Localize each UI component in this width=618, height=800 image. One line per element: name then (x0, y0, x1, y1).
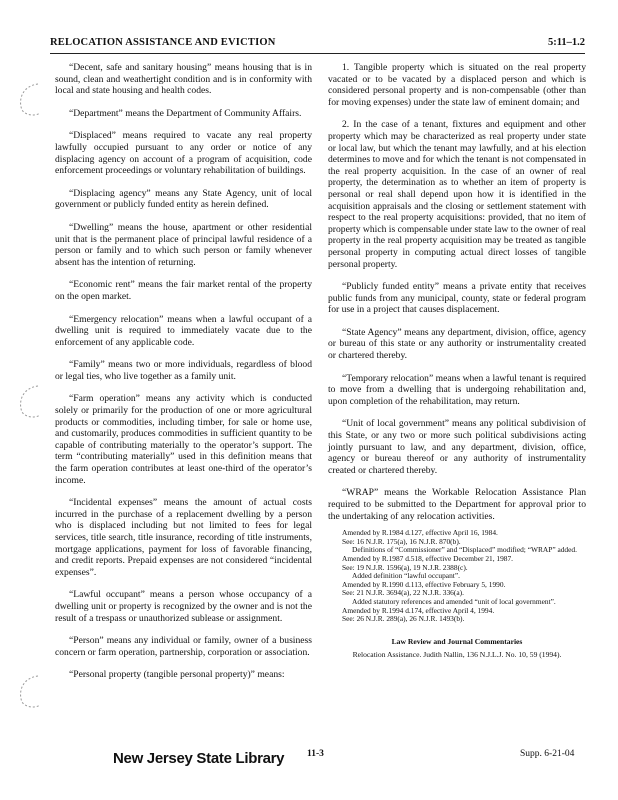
punch-hole-middle (14, 382, 44, 420)
history-note: Amended by R.1990 d.113, effective February 5, 1990. (342, 579, 506, 589)
definition-paragraph: “Displacing agency” means any State Agency, unit of local government or publicly funded entity as herein defined. (55, 187, 312, 211)
definition-paragraph: “Incidental expenses” means the amount of actual costs incurred in the purchase of a replacement dwelling by a person who is displaced including but not limited to fees for legal services, title search, title insurance, recording of title instruments, mortgage applications, payment for loss of favorable financing, and credit reports. Prepaid expenses are not considered “incidental expenses”. (55, 497, 312, 578)
history-note: See: 26 N.J.R. 289(a), 26 N.J.R. 1493(b). (342, 614, 465, 624)
history-note: Amended by R.1984 d.127, effective April 16, 1984. (342, 528, 498, 538)
history-note: See: 21 N.J.R. 3694(a), 22 N.J.R. 336(a). (342, 588, 464, 598)
definition-paragraph: “Displaced” means required to vacate any real property lawfully occupied pursuant to any order or notice of any displacing agency on account of a program of acquisition, code enforcement proceedings or voluntary rehabilitation of buildings. (55, 130, 312, 177)
history-note: Added statutory references and amended “unit of local government”. (352, 596, 556, 606)
history-note: Amended by R.1994 d.174, effective April 4, 1994. (342, 605, 495, 615)
law-review-entry: Relocation Assistance. Judith Nallin, 136 N.J.L.J. No. 10, 59 (1994). (352, 650, 562, 660)
running-header (50, 37, 585, 54)
library-stamp: New Jersey State Library (113, 750, 285, 767)
section-number: 5:11–1.2 (547, 37, 585, 48)
definition-paragraph: “Decent, safe and sanitary housing” means housing that is in sound, clean and weathertight condition and is in conformity with local and state housing and health codes. (55, 62, 312, 97)
definition-paragraph: “Economic rent” means the fair market rental of the property on the open market. (55, 279, 312, 302)
definition-paragraph: “Unit of local government” means any political subdivision of this State, or any two or more such political subdivisions acting jointly pursuant to law, and any department, division, office, agency or bureau thereof or any authority of instrumentality created or chartered thereby. (328, 418, 586, 476)
header-title: RELOCATION ASSISTANCE AND EVICTION (50, 37, 276, 48)
history-note: Definitions of “Commissioner” and “Displaced” modified; “WRAP” added. (352, 545, 577, 555)
page-number: 11-3 (307, 749, 324, 759)
law-review-heading: Law Review and Journal Commentaries (391, 636, 523, 646)
definition-paragraph: “Publicly funded entity” means a private entity that receives public funds from any municipal, county, state or federal program for use in a project that causes displacement. (328, 281, 586, 316)
history-note: See: 19 N.J.R. 1596(a), 19 N.J.R. 2388(c). (342, 562, 468, 572)
history-notes (328, 529, 586, 624)
definition-paragraph: “Family” means two or more individuals, regardless of blood or legal ties, who live together as a family unit. (55, 359, 312, 382)
definition-paragraph: “Personal property (tangible personal property)” means: (69, 669, 285, 681)
definition-paragraph: “Department” means the Department of Community Affairs. (69, 107, 302, 119)
definition-paragraph: “Emergency relocation” means when a lawful occupant of a dwelling unit is required to immediately vacate due to the enforcement of any applicable code. (55, 313, 312, 348)
definition-paragraph: “Person” means any individual or family, owner of a business concern or farm operation, partnership, corporation or association. (55, 635, 312, 658)
left-column (55, 62, 312, 692)
history-note: Amended by R.1987 d.518, effective December 21, 1987. (342, 553, 514, 563)
punch-hole-top (14, 80, 44, 118)
definition-paragraph: “Farm operation” means any activity which is conducted solely or primarily for the production of one or more agricultural products or commodities, including timber, for sale or home use, and customarily, produces commodities in sufficient quantity to be capable of contributing materially to the operator’s support. The term “contributing materially” used in this definition means that the farm operation contributes at least one-third of the operator’s income. (55, 393, 312, 486)
definition-paragraph: “WRAP” means the Workable Relocation Assistance Plan required to be submitted to the Department for approval prior to the undertaking of any relocation activities. (328, 487, 586, 522)
right-column (328, 62, 586, 661)
definition-paragraph: “Dwelling” means the house, apartment or other residential unit that is the permanent place of principal lawful residence of a person or family and to which such person or family whenever absent has the intention of returning. (55, 221, 312, 268)
definition-paragraph: 1. Tangible property which is situated on the real property vacated or to be vacated by a displaced person and which is considered personal property and is non-compensable (other than for moving expenses) under the state law of eminent domain; and (328, 62, 586, 108)
definition-paragraph: “Temporary relocation” means when a lawful tenant is required to move from a dwelling that is undergoing rehabilitation and, upon completion of the rehabilitation, may return. (328, 372, 586, 407)
supplement-date: Supp. 6-21-04 (520, 749, 575, 759)
definition-paragraph: “Lawful occupant” means a person whose occupancy of a dwelling unit or property is recognized by the owner and is not the result of a trespass or unauthorized sublease or assignment. (55, 589, 312, 624)
history-note: Added definition “lawful occupant”. (352, 571, 460, 581)
punch-hole-bottom (14, 672, 44, 710)
history-note: See: 16 N.J.R. 175(a), 16 N.J.R. 870(b). (342, 536, 461, 546)
definition-paragraph: “State Agency” means any department, division, office, agency or bureau of this state or any authority or instrumentality created or chartered thereby. (328, 326, 586, 362)
definition-paragraph: 2. In the case of a tenant, fixtures and equipment and other property which may be characterized as real property under state or local law, but which the tenant may lawfully, and at his election determines to move and for which the tenant is not compensated in the real property acquisition. In the case of an owner of real property, the determination as to whether an item of property is personal or real shall depend upon how it is identified in the acquisition appraisals and the closing or settlement statement with respect to the real property acquisitions: provided, that no item of property which is compensable under state law to the owner of real property in the real property acquisition may be treated as tangible personal property in computing actual direct losses of tangible personal property. (328, 119, 586, 270)
